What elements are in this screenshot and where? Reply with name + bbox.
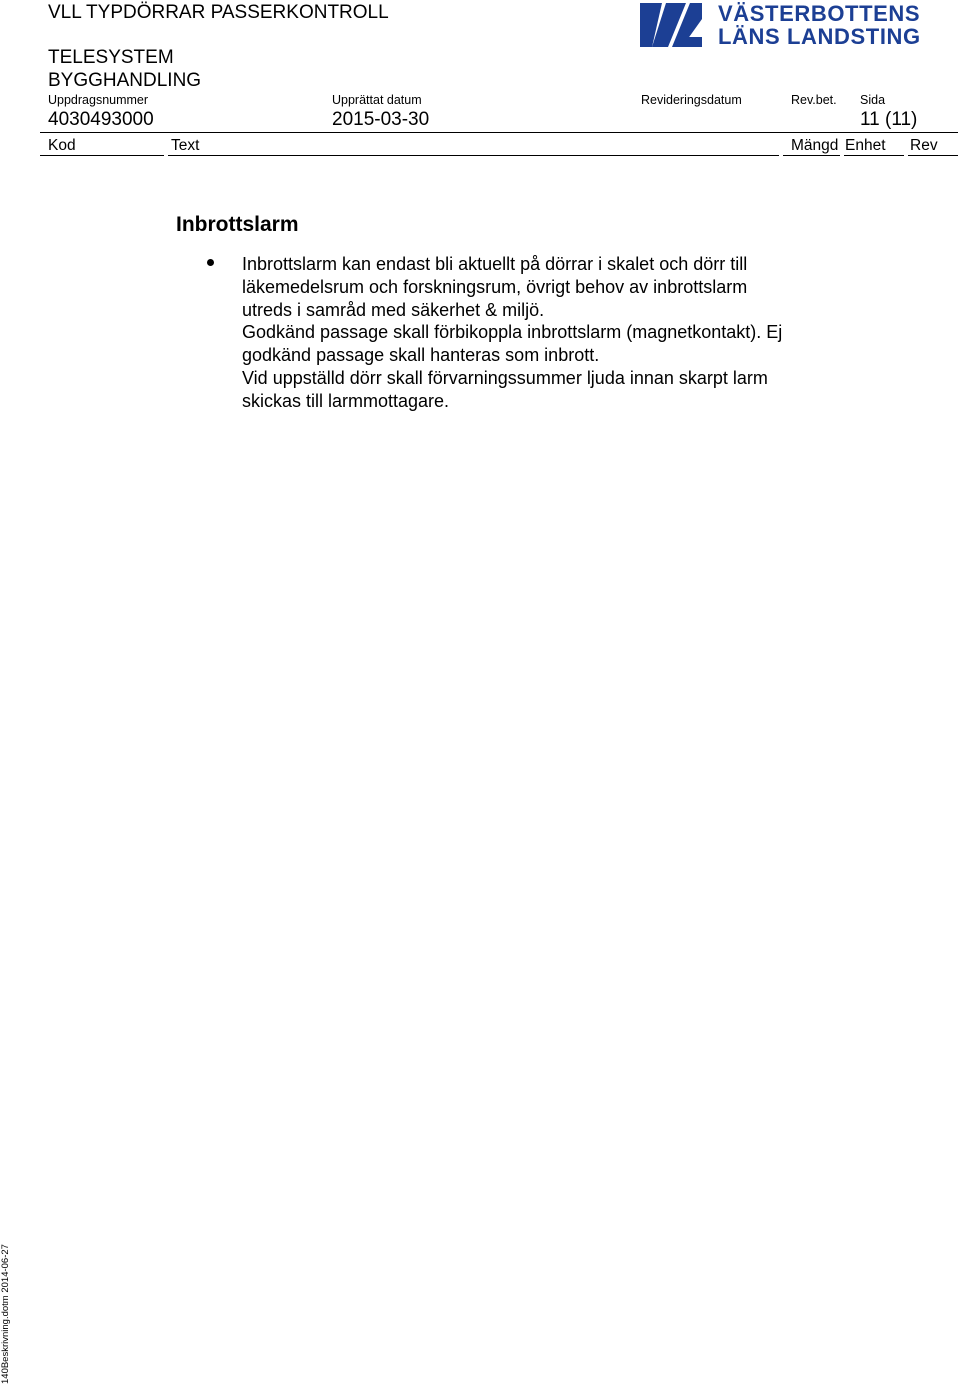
page-label: Sida <box>860 93 886 107</box>
column-header-code: Kod <box>48 137 76 154</box>
created-date-label: Upprättat datum <box>332 93 422 107</box>
bullet-content <box>242 253 802 413</box>
revision-date-label: Revideringsdatum <box>641 93 742 107</box>
vll-logo-mark-icon <box>640 3 702 47</box>
page-number-value: 11 (11) <box>860 109 918 130</box>
logo-text-line2: LÄNS LANDSTING <box>718 24 921 49</box>
column-underline-code <box>40 155 164 156</box>
bullet-paragraph: Godkänd passage skall förbikoppla inbrottslarm (magnetkontakt). Ej godkänd passage skall hanteras som inbrott. <box>242 322 783 366</box>
created-date-value: 2015-03-30 <box>332 109 430 130</box>
bullet-paragraph: Vid uppställd dörr skall förvarningssummer ljuda innan skarpt larm skickas till larmmottagare. <box>242 367 768 411</box>
template-footer: 140Beskrivning.dotm 2014-06-27 <box>0 1244 11 1384</box>
document-title: VLL TYPDÖRRAR PASSERKONTROLL <box>48 2 389 23</box>
column-header-unit: Enhet <box>845 137 886 154</box>
column-underline-text <box>168 155 779 156</box>
header-divider <box>40 132 958 133</box>
logo-text-line1: VÄSTERBOTTENS <box>718 1 921 26</box>
rev-ref-label: Rev.bet. <box>791 93 837 107</box>
discipline-subtitle: TELESYSTEM <box>48 47 174 68</box>
column-header-rev: Rev <box>910 137 938 154</box>
section-heading: Inbrottslarm <box>176 213 299 236</box>
column-underline-quantity <box>783 155 840 156</box>
assignment-number-value: 4030493000 <box>48 109 154 130</box>
bullet-icon <box>207 259 214 266</box>
column-underline-rev <box>908 155 958 156</box>
column-header-text: Text <box>171 137 200 154</box>
phase-subtitle: BYGGHANDLING <box>48 70 202 91</box>
bullet-paragraph: Inbrottslarm kan endast bli aktuellt på dörrar i skalet och dörr till läkemedelsrum och forskningsrum, övrigt behov av inbrottslarm utreds i samråd med säkerhet & miljö. <box>242 254 748 320</box>
column-underline-unit <box>844 155 904 156</box>
assignment-number-label: Uppdragsnummer <box>48 93 149 107</box>
column-header-quantity: Mängd <box>791 137 839 154</box>
